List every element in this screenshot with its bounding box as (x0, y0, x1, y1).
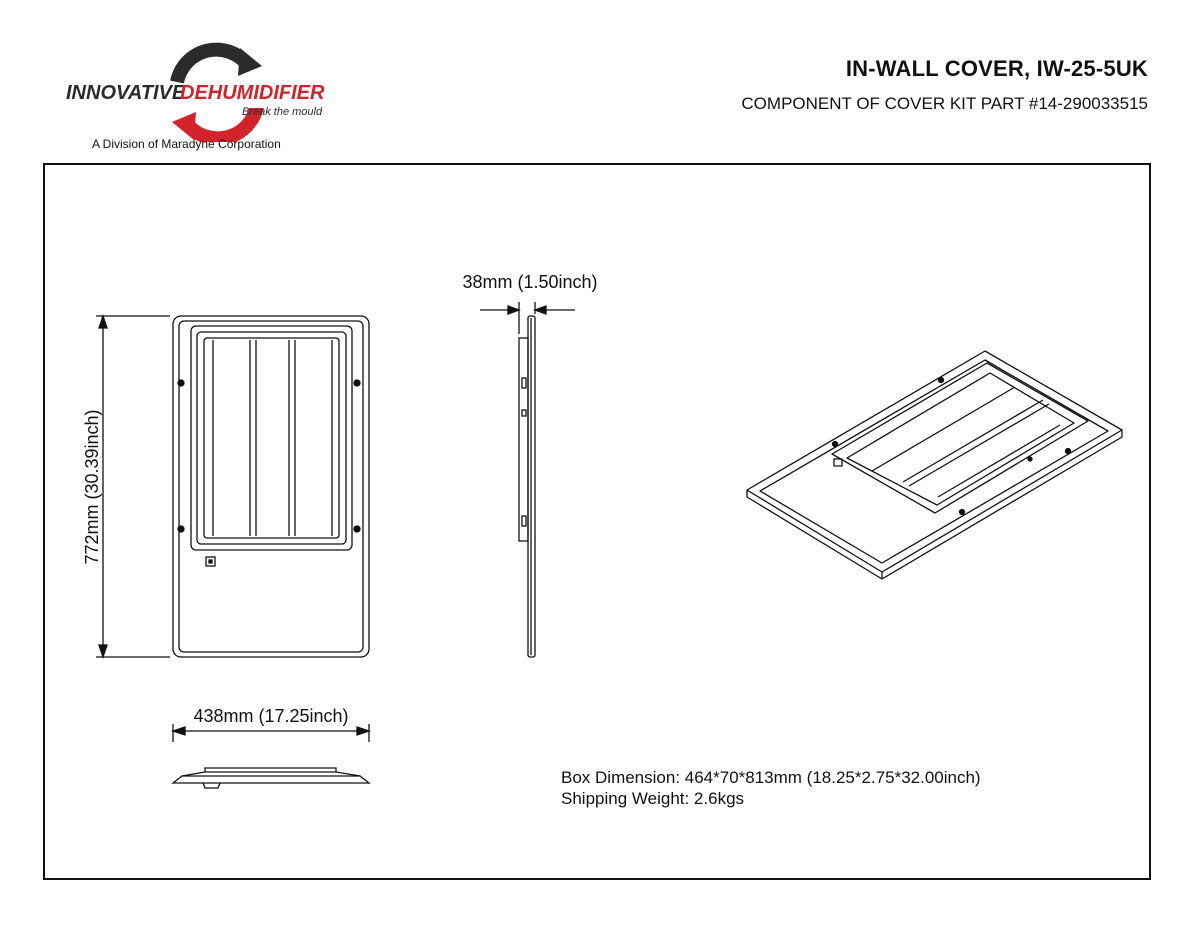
isometric-view (747, 351, 1122, 579)
depth-dimension-label: 38mm (1.50inch) (462, 272, 598, 292)
height-dimension-label: 772mm (30.39inch) (82, 409, 102, 565)
side-view (519, 316, 535, 657)
logo-brand-right: DEHUMIDIFIER (180, 82, 325, 104)
shipping-weight-text: Shipping Weight: 2.6kgs (561, 789, 745, 808)
height-dimension (96, 316, 170, 657)
page-subtitle: COMPONENT OF COVER KIT PART #14-290033515 (741, 94, 1148, 113)
logo-tagline: Break the mould (242, 106, 323, 118)
shipping-info (561, 767, 981, 809)
page-title: IN-WALL COVER, IW-25-5UK (845, 56, 1148, 81)
width-dimension (173, 724, 369, 742)
front-view (173, 316, 369, 657)
logo-brand-left: INNOVATIVE (66, 82, 186, 104)
width-dimension-label: 438mm (17.25inch) (193, 706, 349, 726)
division-text: A Division of Maradyne Corporation (92, 137, 281, 151)
bottom-view (173, 768, 369, 788)
box-dimension-text: Box Dimension: 464*70*813mm (18.25*2.75*32.00inch) (561, 768, 981, 787)
